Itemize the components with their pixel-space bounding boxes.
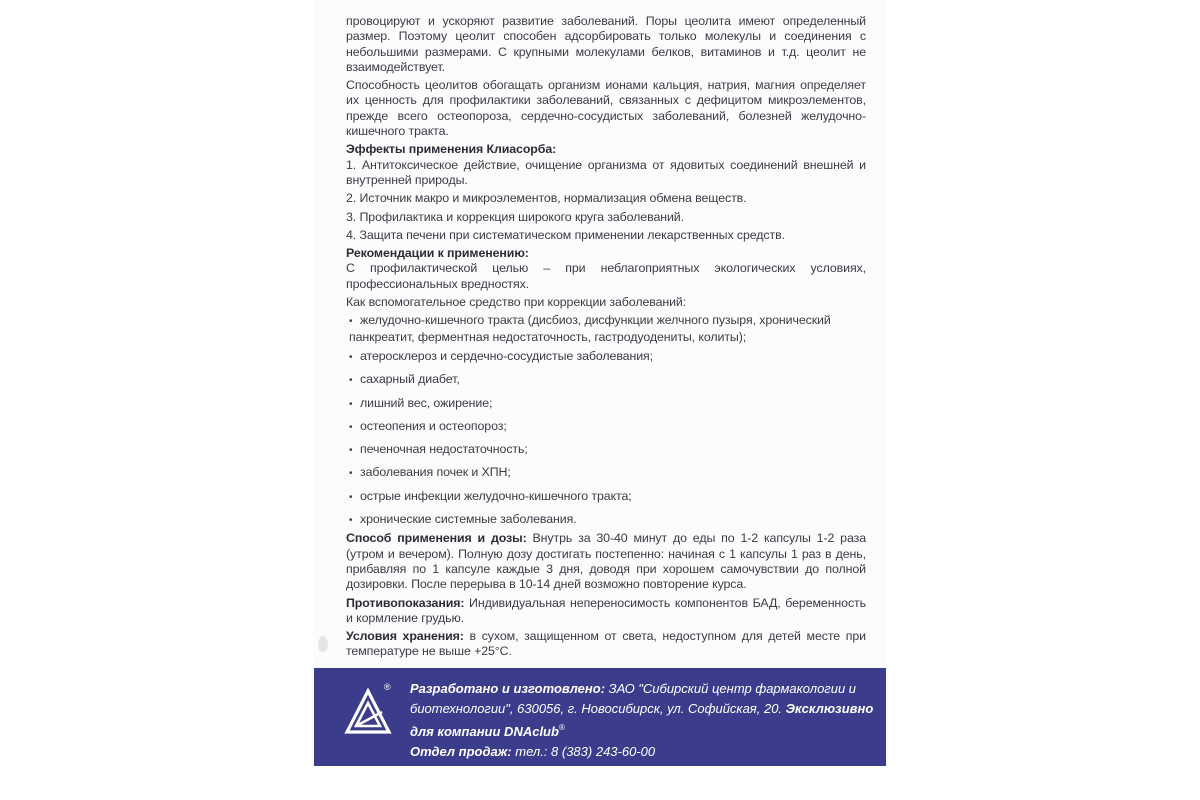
list-item: • остеопения и остеопороз; bbox=[346, 419, 866, 435]
dosage-label: Способ применения и дозы: bbox=[346, 531, 527, 546]
sales-phone: тел.: 8 (383) 243-60-00 bbox=[511, 743, 656, 759]
registered-mark: ® bbox=[384, 682, 391, 692]
list-item: • сахарный диабет, bbox=[346, 372, 866, 388]
contraindications-paragraph bbox=[346, 596, 866, 627]
dosage-text: Внутрь за 30-40 минут до еды по 1-2 капсулы 1-2 раза (утром и вечером). Полную дозу достигать постепенно: начиная с 1 капсулы 1 раз в день, прибавляя по 1 капсуле каждые 3 дня, доводя при хорошем самочувствии до полной дозировки. После перерыва в 10-14 дней возможно повторение курса. bbox=[346, 531, 866, 592]
contraindications-label: Противопоказания: bbox=[346, 595, 465, 610]
bullet-icon: • bbox=[349, 468, 353, 480]
effects-item-1: 1. Антитоксическое действие, очищение организма от ядовитых соединений внешней и внутренней природы. bbox=[346, 157, 866, 187]
exclusive-registered-mark: ® bbox=[558, 723, 565, 732]
list-item: • желудочно-кишечного тракта (дисбиоз, дисфункции желчного пузыря, хронический панкреатит, ферментная недостаточность, гастродуодениты, колиты); bbox=[349, 313, 831, 344]
manufacturer-info bbox=[410, 679, 880, 761]
list-item: • острые инфекции желудочно-кишечного тракта; bbox=[346, 489, 866, 505]
contraindications-text: Индивидуальная непереносимость компонентов БАД, беременность и кормление грудью. bbox=[346, 595, 866, 625]
list-item: • хронические системные заболевания. bbox=[346, 512, 866, 528]
triangle-logo-icon bbox=[344, 688, 392, 736]
bullet-icon: • bbox=[349, 491, 353, 503]
list-item: • атеросклероз и сердечно-сосудистые заболевания; bbox=[346, 349, 866, 365]
storage-paragraph bbox=[346, 629, 866, 660]
effects-item-4: 4. Защита печени при систематическом применении лекарственных средств. bbox=[346, 227, 785, 242]
paragraph-zeolite-pores: провоцируют и ускоряют развитие заболеваний. Поры цеолита имеют определенный размер. Поэтому цеолит способен адсорбировать только молекулы и соединения с небольшими размерами. С крупными молекулами белков, витаминов и т.д. цеолит не взаимодействует. bbox=[346, 14, 866, 74]
bullet-icon: • bbox=[349, 445, 353, 457]
document-page bbox=[314, 0, 886, 800]
recommendations-auxiliary: Как вспомогательное средство при коррекции заболеваний: bbox=[346, 295, 687, 310]
list-item: • лишний вес, ожирение; bbox=[346, 396, 866, 412]
effects-item-3: 3. Профилактика и коррекция широкого круга заболеваний. bbox=[346, 209, 684, 224]
bullet-icon: • bbox=[349, 375, 353, 387]
bullet-icon: • bbox=[349, 398, 353, 410]
page-bottom-margin bbox=[314, 766, 886, 800]
storage-text: в сухом, защищенном от света, недоступном для детей месте при температуре не выше +25°С. bbox=[346, 629, 866, 659]
company-address: ЗАО "Сибирский центр фармакологии и биотехнологии", 630056, г. Новосибирск, ул. Софийская, 20. bbox=[410, 681, 857, 716]
list-item: • заболевания почек и ХПН; bbox=[346, 465, 866, 481]
drop-icon bbox=[318, 636, 328, 652]
effects-heading: Эффекты применения Клиасорба: bbox=[346, 142, 557, 157]
paragraph-zeolite-ions: Способность цеолитов обогащать организм ионами кальция, натрия, магния определяет их ценность для профилактики заболеваний, связанных с дефицитом микроэлементов, прежде всего остеопороза, сердечно-сосудистых заболеваний, болезней желудочно-кишечного тракта. bbox=[346, 78, 866, 139]
bullet-icon: • bbox=[349, 316, 353, 328]
manufacturer-banner bbox=[314, 668, 886, 766]
exclusive-note: Эксклюзивно для компании DNAclub bbox=[410, 700, 874, 739]
bullet-icon: • bbox=[349, 351, 353, 363]
effects-item-2: 2. Источник макро и микроэлементов, нормализация обмена веществ. bbox=[346, 191, 747, 206]
document-text bbox=[346, 14, 866, 663]
storage-label: Условия хранения: bbox=[346, 629, 464, 644]
developed-label: Разработано и изготовлено: bbox=[410, 681, 606, 696]
dosage-paragraph bbox=[346, 531, 866, 592]
bullet-icon: • bbox=[349, 515, 353, 527]
recommendations-intro: С профилактической целью – при неблагоприятных экологических условиях, профессиональных вредностях. bbox=[346, 261, 866, 291]
sales-label: Отдел продаж: bbox=[410, 743, 512, 759]
bullet-icon: • bbox=[349, 421, 353, 433]
recommendations-heading: Рекомендации к применению: bbox=[346, 246, 529, 261]
list-item: • печеночная недостаточность; bbox=[346, 442, 866, 458]
